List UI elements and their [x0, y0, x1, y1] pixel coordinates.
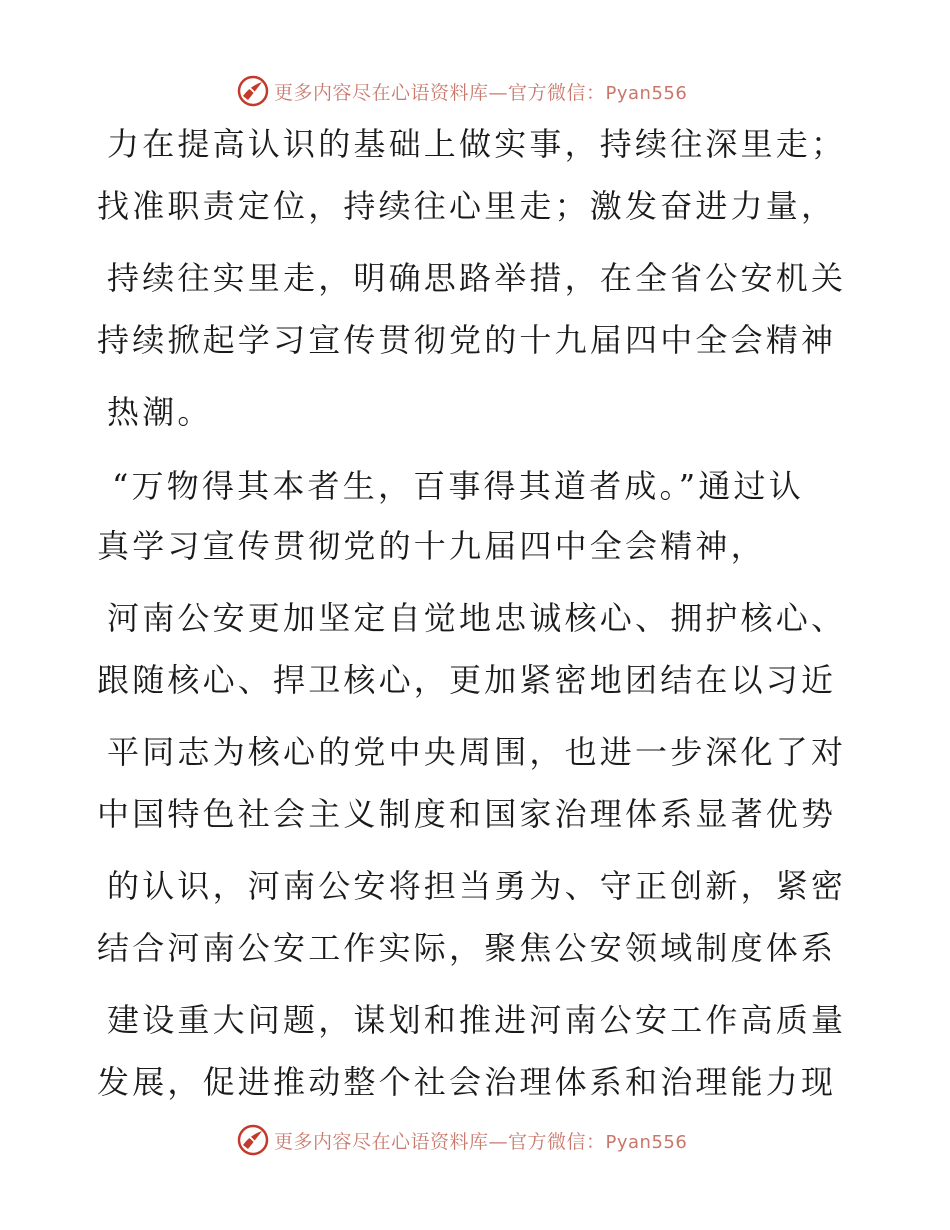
body-line: 建设重大问题，谋划和推进河南公安工作高质量	[107, 1001, 847, 1039]
body-line: “万物得其本者生，百事得其道者成。”通过认	[112, 467, 804, 505]
body-line: 结合河南公安工作实际，聚焦公安领域制度体系	[97, 929, 837, 967]
body-line: 发展，促进推动整个社会治理体系和治理能力现	[97, 1063, 837, 1101]
body-line: 持续掀起学习宣传贯彻党的十九届四中全会精神	[97, 321, 837, 359]
body-line: 跟随核心、捍卫核心，更加紧密地团结在以习近	[97, 661, 837, 699]
footer-banner-main: 更多内容尽在心语资料库—官方微信：	[274, 1130, 606, 1153]
header-banner-main: 更多内容尽在心语资料库—官方微信：	[274, 81, 606, 104]
header-banner-text	[274, 78, 687, 105]
body-line: 河南公安更加坚定自觉地忠诚核心、拥护核心、	[107, 599, 847, 637]
brand-logo-icon	[236, 74, 270, 108]
header-banner	[236, 73, 687, 109]
body-line: 平同志为核心的党中央周围，也进一步深化了对	[107, 733, 847, 771]
header-banner-wechat-id: Pyan556	[605, 82, 688, 104]
body-line: 真学习宣传贯彻党的十九届四中全会精神，	[97, 527, 766, 565]
body-line: 的认识，河南公安将担当勇为、守正创新，紧密	[107, 867, 847, 905]
footer-banner-wechat-id: Pyan556	[605, 1131, 688, 1153]
body-line: 找准职责定位，持续往心里走；激发奋进力量，	[97, 187, 837, 225]
footer-banner-text	[274, 1127, 687, 1154]
body-line: 中国特色社会主义制度和国家治理体系显著优势	[97, 795, 837, 833]
footer-banner	[236, 1122, 687, 1158]
brand-logo-icon	[236, 1123, 270, 1157]
body-line: 持续往实里走，明确思路举措，在全省公安机关	[107, 259, 847, 297]
body-line: 力在提高认识的基础上做实事，持续往深里走；	[107, 125, 847, 163]
body-line: 热潮。	[107, 393, 213, 431]
